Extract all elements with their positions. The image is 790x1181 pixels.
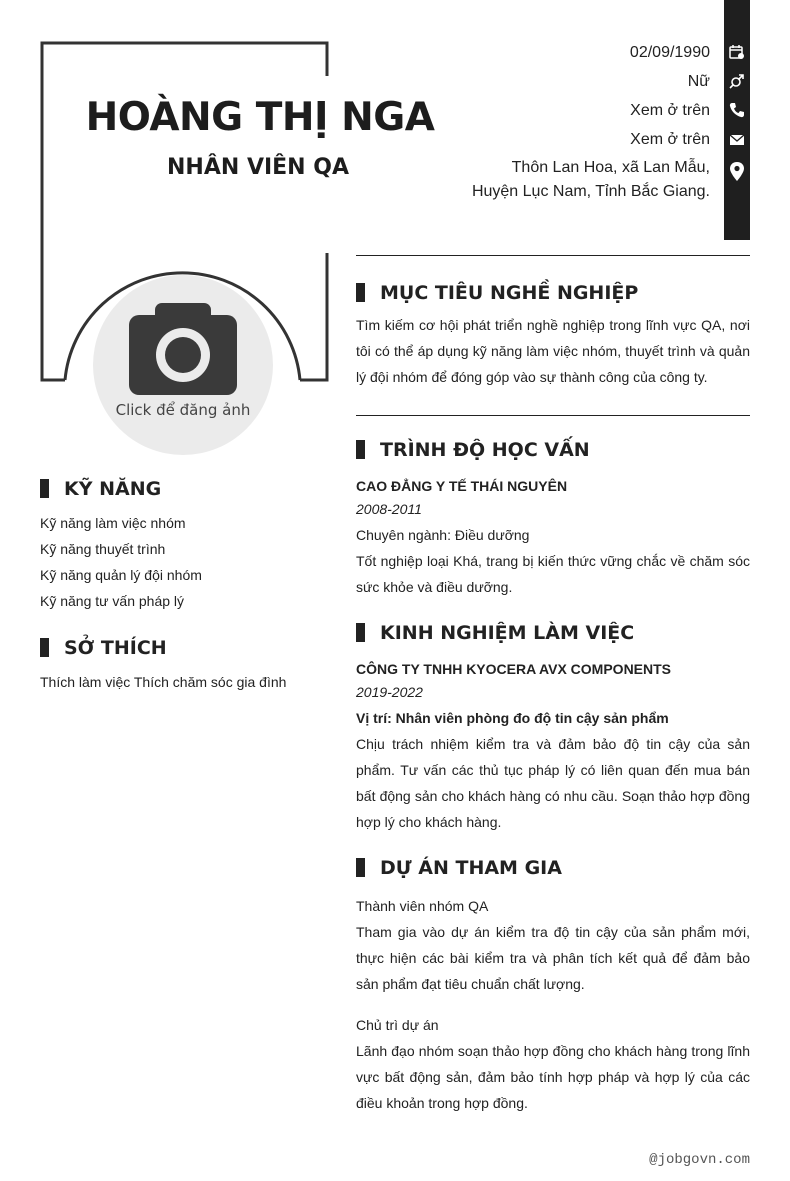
education-block	[356, 476, 750, 600]
objective-heading	[356, 282, 638, 304]
heading-bar	[40, 479, 49, 498]
hobbies-title: SỞ THÍCH	[64, 637, 167, 659]
experience-period: 2019-2022	[356, 684, 423, 700]
gender: Nữ	[687, 73, 710, 90]
divider	[356, 255, 750, 256]
job-title: NHÂN VIÊN QA	[167, 155, 349, 180]
candidate-name: HOÀNG THỊ NGA	[85, 95, 435, 140]
skills-title: KỸ NĂNG	[64, 478, 162, 500]
skills-heading	[40, 478, 161, 500]
project-role: Chủ trì dự án	[356, 1017, 439, 1033]
project-description: Lãnh đạo nhóm soạn thảo hợp đồng cho khách hàng trong lĩnh vực bất động sản, đảm bảo tính hợp pháp và hợp lý của các điều khoản trong hợp đồng.	[356, 1043, 750, 1111]
objective-text: Tìm kiếm cơ hội phát triển nghề nghiệp trong lĩnh vực QA, nơi tôi có thể áp dụng kỹ năng làm việc nhóm, thuyết trình và quản lý đội nhóm để đóng góp vào sự thành công của công ty.	[356, 317, 750, 385]
birthday: 02/09/1990	[629, 44, 710, 61]
hobbies-heading	[40, 637, 167, 659]
heading-bar	[40, 638, 49, 657]
experience-title: KINH NGHIỆM LÀM VIỆC	[380, 622, 635, 644]
experience-position: Vị trí: Nhân viên phòng đo độ tin cậy sản phẩm	[356, 710, 669, 726]
photo-upload[interactable]	[93, 275, 273, 455]
hobbies-text: Thích làm việc Thích chăm sóc gia đình	[40, 674, 287, 690]
project-role: Thành viên nhóm QA	[356, 898, 489, 914]
project-description: Tham gia vào dự án kiểm tra độ tin cậy của sản phẩm mới, thực hiện các bài kiểm tra và phân tích kết quả để đảm bảo sản phẩm đạt tiêu chuẩn chất lượng.	[356, 924, 750, 992]
calendar-icon	[729, 44, 745, 60]
skill-item: Kỹ năng làm việc nhóm	[40, 515, 186, 531]
projects-heading	[356, 857, 562, 879]
projects-title: DỰ ÁN THAM GIA	[380, 857, 562, 879]
objective-title: MỤC TIÊU NGHỀ NGHIỆP	[380, 282, 639, 304]
education-major: Chuyên ngành: Điều dưỡng	[356, 527, 530, 543]
education-heading	[356, 439, 590, 461]
location-icon	[729, 162, 745, 181]
email: Xem ở trên	[630, 131, 710, 148]
address-line-1: Thôn Lan Hoa, xã Lan Mẫu,	[511, 159, 710, 176]
experience-block	[356, 659, 750, 835]
heading-bar	[356, 283, 365, 302]
education-title: TRÌNH ĐỘ HỌC VẤN	[380, 439, 590, 461]
gender-icon	[729, 73, 745, 89]
company-name: CÔNG TY TNHH KYOCERA AVX COMPONENTS	[356, 661, 672, 677]
watermark: @jobgovn.com	[649, 1152, 750, 1168]
photo-caption: Click để đăng ảnh	[115, 401, 251, 419]
phone-icon	[729, 102, 745, 118]
education-period: 2008-2011	[356, 501, 422, 517]
contact-icon-bar	[724, 0, 750, 240]
skill-item: Kỹ năng thuyết trình	[40, 541, 166, 557]
heading-bar	[356, 858, 365, 877]
skills-list	[40, 513, 320, 617]
skill-item: Kỹ năng tư vấn pháp lý	[40, 593, 185, 609]
email-icon	[729, 132, 745, 148]
address-line-2: Huyện Lục Nam, Tỉnh Bắc Giang.	[471, 183, 710, 200]
heading-bar	[356, 623, 365, 642]
contact-info	[472, 40, 710, 204]
phone: Xem ở trên	[630, 102, 710, 119]
camera-icon	[129, 301, 237, 397]
project-item	[356, 893, 750, 997]
skill-item: Kỹ năng quản lý đội nhóm	[40, 567, 202, 583]
experience-description: Chịu trách nhiệm kiểm tra và đảm bảo độ tin cậy của sản phẩm. Tư vấn các thủ tục pháp lý có liên quan đến mua bán bất động sản cho khách hàng có nhu cầu. Soạn thảo hợp đồng hợp lý cho khách hàng.	[356, 736, 750, 830]
heading-bar	[356, 440, 365, 459]
experience-heading	[356, 622, 634, 644]
school-name: CAO ĐẲNG Y TẾ THÁI NGUYÊN	[356, 478, 568, 494]
divider	[356, 415, 750, 416]
project-item	[356, 1012, 750, 1116]
education-description: Tốt nghiệp loại Khá, trang bị kiến thức vững chắc về chăm sóc sức khỏe và điều dưỡng.	[356, 553, 750, 595]
